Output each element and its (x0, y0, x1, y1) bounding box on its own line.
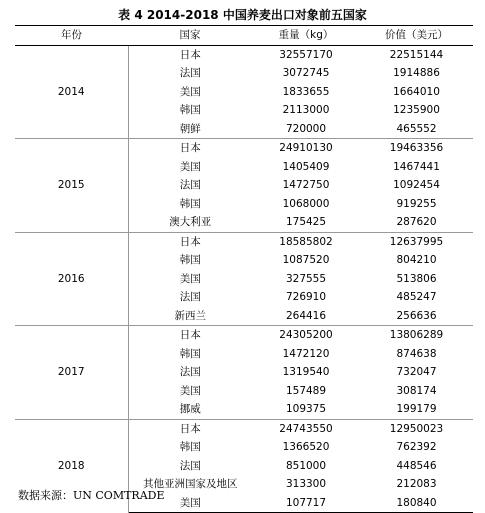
value-cell: 513806 (396, 272, 437, 285)
country-cell: 韩国 (179, 197, 201, 210)
weight-cell: 1472750 (282, 179, 330, 192)
country-cell: 挪威 (179, 403, 201, 416)
country-cell: 日本 (128, 45, 252, 64)
table-row (15, 326, 473, 345)
value-cell: 448546 (396, 459, 437, 472)
country-cell: 法国 (179, 459, 201, 472)
country-cell: 韩国 (179, 104, 201, 117)
table-row (15, 45, 473, 64)
value-cell: 762392 (396, 441, 437, 454)
year-cell: 2014 (15, 45, 128, 139)
country-cell: 法国 (179, 67, 201, 80)
country-cell: 日本 (128, 139, 252, 158)
header-country: 国家 (128, 26, 252, 46)
weight-cell: 1833655 (282, 85, 330, 98)
value-cell: 287620 (396, 216, 437, 229)
country-cell: 韩国 (179, 347, 201, 360)
value-cell: 256636 (396, 309, 437, 322)
year-cell: 2015 (15, 139, 128, 233)
weight-cell: 24743550 (252, 419, 360, 438)
weight-cell: 264416 (285, 309, 327, 322)
country-cell: 美国 (128, 494, 252, 513)
weight-cell: 1087520 (282, 254, 330, 267)
value-cell: 12950023 (360, 419, 473, 438)
weight-cell: 726910 (285, 291, 327, 304)
weight-cell: 313300 (285, 478, 327, 491)
country-cell: 美国 (179, 384, 201, 397)
country-cell: 法国 (179, 291, 201, 304)
value-cell: 19463356 (360, 139, 473, 158)
value-cell: 1664010 (393, 85, 440, 98)
country-cell: 其他亚洲国家及地区 (143, 478, 238, 491)
weight-cell: 24910130 (252, 139, 360, 158)
country-cell: 韩国 (179, 254, 201, 267)
country-cell: 新西兰 (174, 309, 206, 322)
weight-cell: 24305200 (252, 326, 360, 345)
header-value: 价值（美元） (360, 26, 473, 46)
header-weight: 重量（kg） (252, 26, 360, 46)
table-row (15, 232, 473, 251)
weight-cell: 327555 (285, 272, 327, 285)
weight-cell: 109375 (285, 403, 327, 416)
table-title: 表 4 2014-2018 中国养麦出口对象前五国家 (118, 8, 367, 22)
weight-cell: 18585802 (252, 232, 360, 251)
value-cell: 1914886 (393, 67, 440, 80)
country-cell: 美国 (179, 272, 201, 285)
country-cell: 法国 (179, 366, 201, 379)
data-source-note: 数据来源：UN COMTRADE (18, 489, 165, 502)
value-cell: 465552 (396, 122, 437, 135)
country-cell: 朝鲜 (179, 122, 201, 135)
value-cell: 212083 (396, 478, 437, 491)
value-cell: 485247 (396, 291, 437, 304)
weight-cell: 1319540 (282, 366, 330, 379)
weight-cell: 175425 (285, 216, 327, 229)
table-row (15, 139, 473, 158)
value-cell: 732047 (396, 366, 437, 379)
year-cell: 2017 (15, 326, 128, 420)
weight-cell: 851000 (285, 459, 327, 472)
value-cell: 1467441 (393, 160, 440, 173)
weight-cell: 157489 (285, 384, 327, 397)
country-cell: 日本 (128, 232, 252, 251)
table-row (15, 419, 473, 438)
country-cell: 美国 (179, 160, 201, 173)
value-cell: 12637995 (360, 232, 473, 251)
value-cell: 919255 (396, 197, 437, 210)
value-cell: 1235900 (393, 104, 440, 117)
country-cell: 韩国 (179, 441, 201, 454)
year-cell: 2018 (15, 419, 128, 513)
country-cell: 美国 (179, 85, 201, 98)
weight-cell: 3072745 (282, 67, 330, 80)
weight-cell: 1366520 (282, 441, 330, 454)
country-cell: 日本 (128, 326, 252, 345)
export-table (15, 25, 473, 513)
value-cell: 22515144 (360, 45, 473, 64)
value-cell: 1092454 (393, 179, 440, 192)
year-cell: 2016 (15, 232, 128, 326)
value-cell: 804210 (396, 254, 437, 267)
header-year: 年份 (15, 26, 128, 46)
country-cell: 法国 (179, 179, 201, 192)
weight-cell: 107717 (252, 494, 360, 513)
value-cell: 180840 (360, 494, 473, 513)
value-cell: 308174 (396, 384, 437, 397)
weight-cell: 1405409 (282, 160, 330, 173)
weight-cell: 32557170 (252, 45, 360, 64)
table-body (15, 45, 473, 513)
weight-cell: 2113000 (282, 104, 330, 117)
value-cell: 199179 (396, 403, 437, 416)
country-cell: 澳大利亚 (169, 216, 212, 229)
header-row (15, 26, 473, 46)
weight-cell: 720000 (285, 122, 327, 135)
value-cell: 874638 (396, 347, 437, 360)
weight-cell: 1068000 (282, 197, 330, 210)
weight-cell: 1472120 (282, 347, 330, 360)
value-cell: 13806289 (360, 326, 473, 345)
country-cell: 日本 (128, 419, 252, 438)
